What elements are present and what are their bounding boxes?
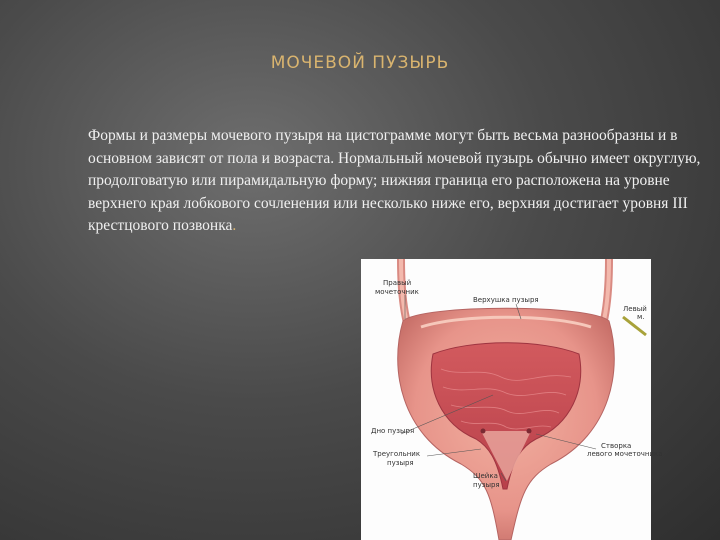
label-bottom: Дно пузыря (371, 427, 415, 435)
label-right-top-2: м. (637, 313, 645, 321)
bladder-illustration (361, 259, 663, 540)
label-neck-1: Шейка (473, 472, 498, 480)
slide-paragraph (88, 125, 713, 238)
left-orifice (481, 429, 486, 434)
label-top-fold: Верхушка пузыря (473, 296, 539, 304)
label-trigone-2: пузыря (387, 459, 414, 467)
label-trigone-1: Треугольник (373, 450, 421, 458)
label-ureter-1: Правый (383, 279, 412, 287)
paragraph-text: Формы и размеры мочевого пузыря на цистограмме могут быть весьма разнообразны и в основном зависят от пола и возраста. Нормальный мочевой пузырь обычно имеет округлую, продолговатую или пирамидальную форму; нижняя граница его расположена на уровне верхнего края лобкового сочленения или несколько ниже его, верхняя достигает уровня III крестцового позвонка (88, 127, 701, 234)
label-orifice-1: Створка (601, 442, 632, 450)
label-neck-2: пузыря (473, 481, 500, 489)
label-orifice-2: левого мочеточника (587, 450, 663, 458)
slide-title: МОЧЕВОЙ ПУЗЫРЬ (270, 53, 450, 73)
right-orifice (527, 429, 532, 434)
label-right-top-1: Левый (623, 305, 647, 313)
paragraph-end: . (232, 217, 237, 234)
label-ureter-2: мочеточник (375, 288, 419, 296)
